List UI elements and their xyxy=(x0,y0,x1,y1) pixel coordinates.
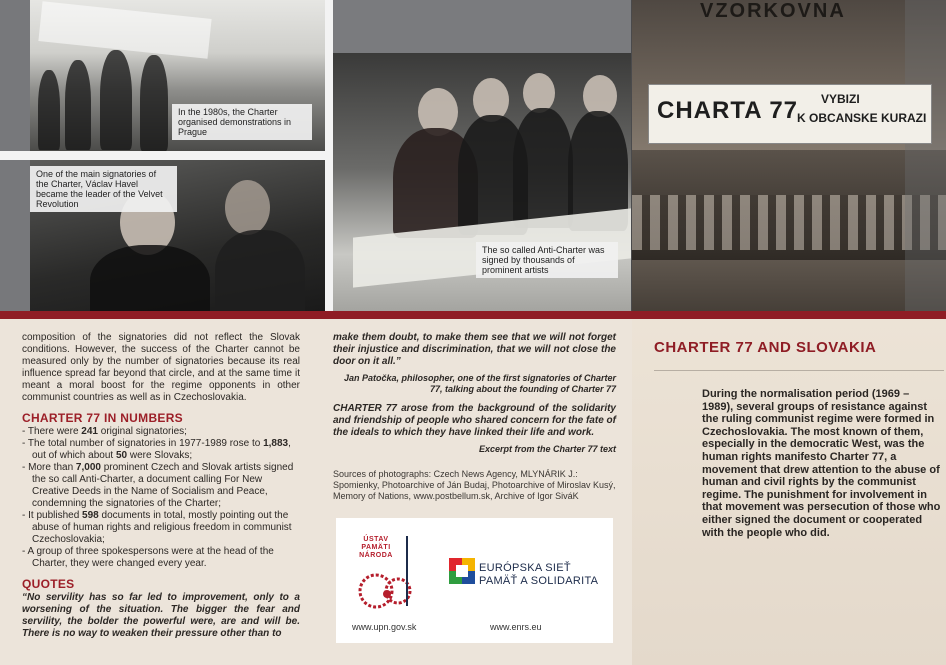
caption-anticharter: The so called Anti-Charter was signed by thousands of prominent artists xyxy=(476,242,618,278)
charter-excerpt: CHARTER 77 arose from the background of the solidarity and friendship of people who shared concern for the fate of the ideals to which they have linked their life and work. xyxy=(333,403,616,438)
numbers-heading: CHARTER 77 IN NUMBERS xyxy=(22,411,183,425)
banner-main: CHARTA 77 xyxy=(657,97,799,124)
banner-line2: K OBCANSKE KURAZI xyxy=(797,111,927,125)
shop-sign: VZORKOVNA xyxy=(700,0,846,22)
column-2 xyxy=(333,332,616,502)
grey-panel xyxy=(333,0,631,53)
intro-paragraph: composition of the signatories did not reflect the Slovak conditions. However, the success of the Charter cannot be measured only by the number of signatories because its real influence spread far beyond that circle, and at the same time it meant a moral boost for the regime opponents in other communist countries as well as in Czechoslovakia. xyxy=(22,332,300,403)
upn-name: ÚSTAV PAMÄTI NÁRODA xyxy=(359,536,393,559)
photo-sources: Sources of photographs: Czech News Agency, MLYNÁRIK J.: Spomienky, Photoarchive of Ján Budaj, Photoarchive of Miroslav Kusý, Memory of Nations, www.postbellum.sk, Archive of Igor SiváK xyxy=(333,469,616,501)
logo-box xyxy=(336,518,613,643)
charta-banner xyxy=(648,84,932,144)
list-item: - The total number of signatories in 1977-1989 rose to 1,883, out of which about 50 were Slovaks; xyxy=(22,438,291,461)
banner-line1: VYBIZI xyxy=(821,92,860,106)
upn-url[interactable]: www.upn.gov.sk xyxy=(352,622,417,632)
slovakia-body: During the normalisation period (1969 – 1989), several groups of resistance against the ruling communist regime were formed in Czechoslovakia. The most known of them, especially in the democratic West, was the human rights manifesto Charter 77, a movement that drew attention to the abuse of human and civil rights by the communist regime. The punishment for involvement in that movement was persecution of those who either signed the document or cooperated with the people who did. xyxy=(702,388,941,539)
grid-divider-horizontal xyxy=(0,151,333,160)
photo-slovakia xyxy=(632,0,946,311)
title-rule xyxy=(654,370,944,371)
photo-band xyxy=(0,0,946,311)
column-1 xyxy=(22,332,300,640)
list-item: - A group of three spokespersons were at the head of the Charter, they were changed every year. xyxy=(22,546,274,569)
caption-demonstration: In the 1980s, the Charter organised demonstrations in Prague xyxy=(172,104,312,140)
quote-attribution: Jan Patočka, philosopher, one of the first signatories of Charter 77, talking about the founding of Charter 77 xyxy=(343,373,616,394)
grey-panel-right xyxy=(905,0,946,311)
enrs-url[interactable]: www.enrs.eu xyxy=(490,622,542,632)
list-item: - It published 598 documents in total, mostly pointing out the abuse of human rights and religious freedom in communist Czechoslovakia; xyxy=(22,510,292,545)
quote-start: “No servility has so far led to improvement, only to a worsening of the situation. The bigger the fear and servility, the bolder the powerful were, are and will be. There is no way to weaken their pressure other than to xyxy=(22,592,300,639)
column-slovakia xyxy=(632,319,946,665)
red-divider xyxy=(0,311,946,319)
enrs-logo-icon xyxy=(449,558,475,584)
list-item: - There were 241 original signatories; xyxy=(22,426,187,437)
quote-end: make them doubt, to make them see that we will not forget their injustice and discrimination, that we will not close the door on it all.” xyxy=(333,332,616,367)
excerpt-source: Excerpt from the Charter 77 text xyxy=(478,444,616,454)
caption-havel: One of the main signatories of the Charter, Václav Havel became the leader of the Velvet Revolution xyxy=(30,166,177,212)
upn-logo-line xyxy=(404,536,410,606)
list-item: - More than 7,000 prominent Czech and Slovak artists signed the so call Anti-Charter, a document calling For New Creative Deeds in the Name of Socialism and Peace, condemning the signatories of the Charter; xyxy=(22,462,294,509)
enrs-name: EURÓPSKA SIEŤ PAMÄŤ A SOLIDARITA xyxy=(479,562,599,587)
quotes-heading: QUOTES xyxy=(22,577,75,591)
numbers-list xyxy=(22,426,300,570)
slovakia-title: CHARTER 77 AND SLOVAKIA xyxy=(654,339,877,356)
